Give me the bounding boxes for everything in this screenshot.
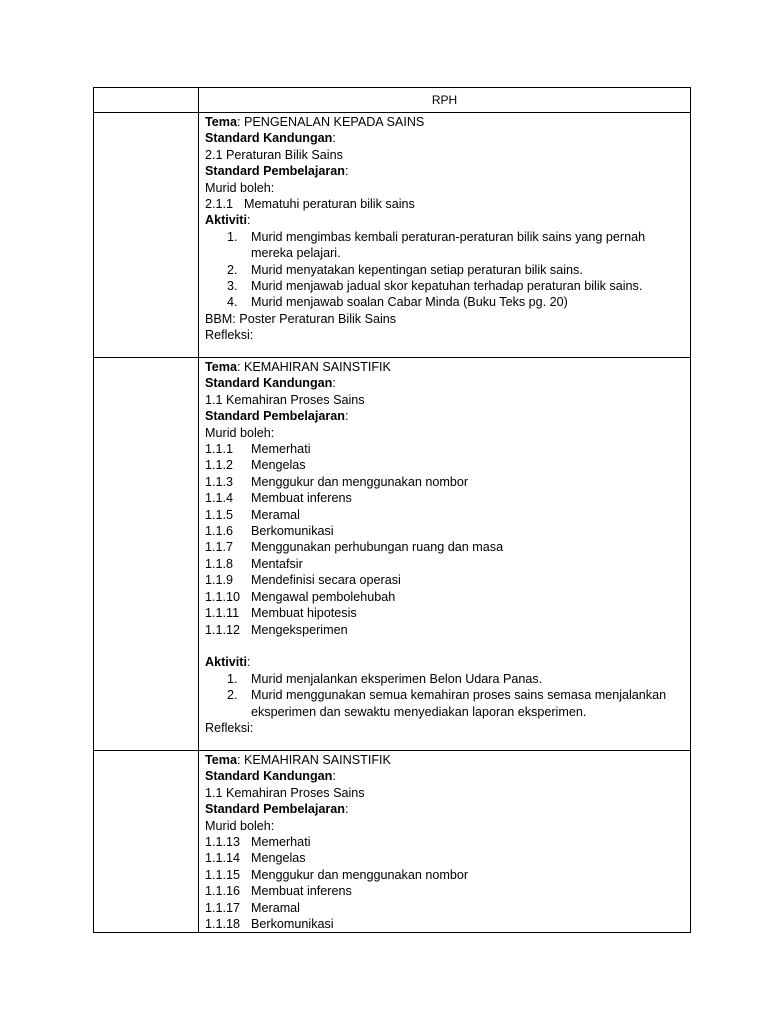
sk-value: 2.1 Peraturan Bilik Sains <box>205 147 343 162</box>
activity-item: 3. Murid menjawab jadual skor kepatuhan terhadap peraturan bilik sains. <box>227 279 643 294</box>
activity-item: 4. Murid menjawab soalan Cabar Minda (Buku Teks pg. 20) <box>227 295 568 310</box>
lesson-content-cell <box>199 113 691 358</box>
activity-item: 1. Murid menjalankan eksperimen Belon Udara Panas. <box>227 671 543 686</box>
sp-item: 1.1.16 Membuat inferens <box>205 884 352 899</box>
sp-item: 1.1.1 Memerhati <box>205 442 311 457</box>
tema-line: Tema: PENGENALAN KEPADA SAINS <box>205 115 425 129</box>
rph-title: RPH <box>199 88 691 113</box>
header-left-cell <box>94 88 199 113</box>
sp-heading: Standard Pembelajaran: <box>205 164 349 179</box>
sp-heading: Standard Pembelajaran: <box>205 409 349 424</box>
bbm-line: BBM: Poster Peraturan Bilik Sains <box>205 311 397 326</box>
sp-item: 1.1.11 Membuat hipotesis <box>205 606 357 621</box>
tema-line: Tema: KEMAHIRAN SAINSTIFIK <box>205 753 391 767</box>
sp-heading: Standard Pembelajaran: <box>205 802 349 817</box>
murid-boleh: Murid boleh: <box>205 818 275 833</box>
header-row <box>94 88 691 113</box>
sp-item: 1.1.9 Mendefinisi secara operasi <box>205 573 401 588</box>
murid-boleh: Murid boleh: <box>205 425 275 440</box>
sk-heading: Standard Kandungan: <box>205 376 336 391</box>
lesson-left-cell <box>94 751 199 933</box>
refleksi-line: Refleksi: <box>205 720 254 735</box>
sp-item: 1.1.3 Menggukur dan menggunakan nombor <box>205 474 469 489</box>
sp-item: 1.1.5 Meramal <box>205 507 300 522</box>
murid-boleh: Murid boleh: <box>205 180 275 195</box>
aktiviti-heading: Aktiviti: <box>205 655 251 670</box>
sp-item: 1.1.18 Berkomunikasi <box>205 917 334 932</box>
activity-list <box>205 671 684 720</box>
sp-item: 1.1.14 Mengelas <box>205 851 306 866</box>
lesson-row <box>94 751 691 933</box>
activity-item: 2. Murid menyatakan kepentingan setiap peraturan bilik sains. <box>227 262 583 277</box>
sk-value: 1.1 Kemahiran Proses Sains <box>205 785 365 800</box>
tema-line: Tema: KEMAHIRAN SAINSTIFIK <box>205 360 391 374</box>
lesson-content-cell <box>199 751 691 933</box>
refleksi-line: Refleksi: <box>205 328 254 343</box>
activity-list <box>205 229 684 311</box>
lesson-left-cell <box>94 358 199 751</box>
lesson-row <box>94 113 691 358</box>
sp-item: 1.1.10 Mengawal pembolehubah <box>205 589 396 604</box>
lesson-row <box>94 358 691 751</box>
sp-item: 1.1.4 Membuat inferens <box>205 491 352 506</box>
lesson-content-cell <box>199 358 691 751</box>
sk-value: 1.1 Kemahiran Proses Sains <box>205 392 365 407</box>
sp-item: 1.1.7 Menggunakan perhubungan ruang dan masa <box>205 540 504 555</box>
sp-item: 1.1.6 Berkomunikasi <box>205 524 334 539</box>
spacer <box>205 638 684 654</box>
tema-value: KEMAHIRAN SAINSTIFIK <box>243 753 391 767</box>
sk-heading: Standard Kandungan: <box>205 769 336 784</box>
sk-heading: Standard Kandungan: <box>205 131 336 146</box>
sp-item: 1.1.2 Mengelas <box>205 458 306 473</box>
lesson-left-cell <box>94 113 199 358</box>
sp-item: 1.1.12 Mengeksperimen <box>205 622 348 637</box>
tema-value: PENGENALAN KEPADA SAINS <box>243 115 425 129</box>
sp-item: 1.1.17 Meramal <box>205 900 300 915</box>
activity-item: 1. Murid mengimbas kembali peraturan-peraturan bilik sains yang pernah mereka pelajari. <box>227 229 646 261</box>
activity-item: 2. Murid menggunakan semua kemahiran proses sains semasa menjalankan eksperimen dan sewaktu menyediakan laporan eksperimen. <box>227 688 667 719</box>
sp-item: 1.1.13 Memerhati <box>205 835 311 850</box>
aktiviti-heading: Aktiviti: <box>205 213 251 228</box>
sp-item: 1.1.8 Mentafsir <box>205 556 303 571</box>
sp-item: 2.1.1 Mematuhi peraturan bilik sains <box>205 197 415 212</box>
rph-table <box>93 87 691 933</box>
sp-item: 1.1.15 Menggukur dan menggunakan nombor <box>205 867 469 882</box>
tema-value: KEMAHIRAN SAINSTIFIK <box>243 360 391 374</box>
